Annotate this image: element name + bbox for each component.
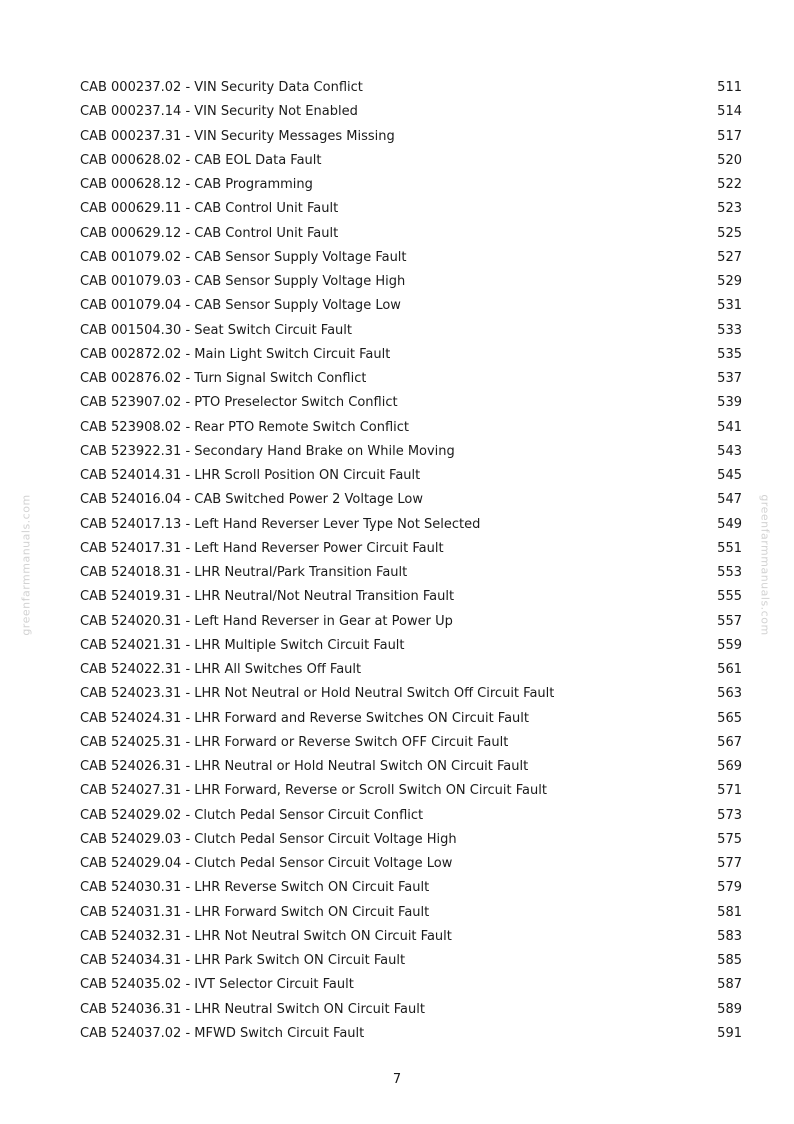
toc-entry[interactable]	[80, 464, 742, 488]
toc-entry[interactable]	[80, 294, 742, 318]
toc-entry-title: CAB 524020.31 - Left Hand Reverser in Gear at Power Up	[80, 613, 453, 629]
toc-entry[interactable]	[80, 488, 742, 512]
toc-entry-title: CAB 524029.03 - Clutch Pedal Sensor Circuit Voltage High	[80, 831, 457, 847]
table-of-contents	[80, 76, 742, 1046]
toc-entry-title: CAB 524017.31 - Left Hand Reverser Power Circuit Fault	[80, 540, 444, 556]
toc-entry[interactable]	[80, 222, 742, 246]
toc-entry-page: 577	[717, 856, 742, 872]
toc-entry-page: 535	[717, 346, 742, 362]
toc-entry-title: CAB 524024.31 - LHR Forward and Reverse Switches ON Circuit Fault	[80, 710, 529, 726]
toc-entry[interactable]	[80, 270, 742, 294]
toc-entry-page: 567	[717, 734, 742, 750]
toc-entry[interactable]	[80, 1022, 742, 1046]
toc-entry-page: 520	[717, 152, 742, 168]
toc-entry-title: CAB 524019.31 - LHR Neutral/Not Neutral Transition Fault	[80, 589, 455, 605]
toc-entry-title: CAB 000629.11 - CAB Control Unit Fault	[80, 201, 339, 217]
toc-entry-title: CAB 000237.02 - VIN Security Data Conflict	[80, 80, 363, 96]
toc-entry-page: 549	[717, 516, 742, 532]
toc-entry-title: CAB 001079.04 - CAB Sensor Supply Voltage Low	[80, 298, 401, 314]
toc-entry-title: CAB 524031.31 - LHR Forward Switch ON Circuit Fault	[80, 904, 430, 920]
toc-entry-page: 525	[717, 225, 742, 241]
toc-entry-page: 541	[717, 419, 742, 435]
toc-entry-page: 589	[717, 1001, 742, 1017]
toc-entry-title: CAB 523908.02 - Rear PTO Remote Switch Conflict	[80, 419, 410, 435]
toc-entry[interactable]	[80, 901, 742, 925]
toc-entry-page: 587	[717, 977, 742, 993]
toc-entry-title: CAB 000628.12 - CAB Programming	[80, 177, 313, 193]
toc-entry-page: 563	[717, 686, 742, 702]
toc-entry[interactable]	[80, 973, 742, 997]
toc-entry-page: 531	[717, 298, 742, 314]
toc-entry[interactable]	[80, 125, 742, 149]
toc-entry[interactable]	[80, 561, 742, 585]
toc-entry[interactable]	[80, 779, 742, 803]
toc-entry-title: CAB 524022.31 - LHR All Switches Off Fault	[80, 662, 362, 678]
toc-entry[interactable]	[80, 585, 742, 609]
toc-entry[interactable]	[80, 391, 742, 415]
watermark-right: greenfarmmanuals.com	[758, 494, 772, 636]
toc-entry[interactable]	[80, 949, 742, 973]
toc-entry-title: CAB 000237.14 - VIN Security Not Enabled	[80, 104, 358, 120]
toc-entry-page: 537	[717, 371, 742, 387]
toc-entry-page: 579	[717, 880, 742, 896]
toc-entry-title: CAB 524016.04 - CAB Switched Power 2 Voltage Low	[80, 492, 423, 508]
toc-entry-page: 522	[717, 177, 742, 193]
toc-entry-page: 575	[717, 831, 742, 847]
toc-entry-page: 583	[717, 928, 742, 944]
toc-entry-title: CAB 524029.04 - Clutch Pedal Sensor Circuit Voltage Low	[80, 856, 453, 872]
toc-entry-page: 553	[717, 565, 742, 581]
toc-entry[interactable]	[80, 173, 742, 197]
toc-entry-page: 533	[717, 322, 742, 338]
toc-entry-title: CAB 002872.02 - Main Light Switch Circuit Fault	[80, 346, 391, 362]
toc-entry-page: 511	[717, 80, 742, 96]
toc-entry-title: CAB 000628.02 - CAB EOL Data Fault	[80, 152, 322, 168]
toc-entry-title: CAB 524014.31 - LHR Scroll Position ON Circuit Fault	[80, 468, 421, 484]
toc-entry-page: 561	[717, 662, 742, 678]
toc-entry-page: 545	[717, 468, 742, 484]
toc-entry[interactable]	[80, 76, 742, 100]
toc-entry-title: CAB 524021.31 - LHR Multiple Switch Circuit Fault	[80, 637, 405, 653]
toc-entry[interactable]	[80, 149, 742, 173]
toc-entry[interactable]	[80, 246, 742, 270]
toc-entry-title: CAB 524018.31 - LHR Neutral/Park Transition Fault	[80, 565, 408, 581]
toc-entry[interactable]	[80, 852, 742, 876]
toc-entry[interactable]	[80, 610, 742, 634]
toc-entry-title: CAB 524030.31 - LHR Reverse Switch ON Circuit Fault	[80, 880, 430, 896]
toc-entry-title: CAB 000237.31 - VIN Security Messages Missing	[80, 128, 395, 144]
toc-entry-title: CAB 524025.31 - LHR Forward or Reverse Switch OFF Circuit Fault	[80, 734, 509, 750]
toc-entry[interactable]	[80, 367, 742, 391]
toc-entry-page: 555	[717, 589, 742, 605]
toc-entry[interactable]	[80, 828, 742, 852]
toc-entry[interactable]	[80, 634, 742, 658]
toc-entry-title: CAB 524036.31 - LHR Neutral Switch ON Circuit Fault	[80, 1001, 425, 1017]
toc-entry[interactable]	[80, 197, 742, 221]
toc-entry-page: 585	[717, 953, 742, 969]
toc-entry-page: 529	[717, 274, 742, 290]
toc-entry-page: 527	[717, 249, 742, 265]
toc-entry[interactable]	[80, 537, 742, 561]
toc-entry[interactable]	[80, 755, 742, 779]
toc-entry-page: 571	[717, 783, 742, 799]
toc-entry[interactable]	[80, 440, 742, 464]
toc-entry-title: CAB 001079.03 - CAB Sensor Supply Voltage High	[80, 274, 406, 290]
toc-entry[interactable]	[80, 925, 742, 949]
toc-entry-title: CAB 524037.02 - MFWD Switch Circuit Fault	[80, 1025, 365, 1041]
toc-entry-page: 543	[717, 443, 742, 459]
toc-entry[interactable]	[80, 876, 742, 900]
toc-entry-title: CAB 524027.31 - LHR Forward, Reverse or Scroll Switch ON Circuit Fault	[80, 783, 547, 799]
toc-entry[interactable]	[80, 658, 742, 682]
toc-entry-title: CAB 523907.02 - PTO Preselector Switch Conflict	[80, 395, 398, 411]
toc-entry-page: 569	[717, 759, 742, 775]
toc-entry-title: CAB 524035.02 - IVT Selector Circuit Fault	[80, 977, 354, 993]
toc-entry-page: 581	[717, 904, 742, 920]
watermark-left: greenfarmmanuals.com	[19, 494, 33, 636]
toc-entry-title: CAB 001504.30 - Seat Switch Circuit Fault	[80, 322, 353, 338]
toc-entry[interactable]	[80, 416, 742, 440]
toc-entry[interactable]	[80, 100, 742, 124]
toc-entry[interactable]	[80, 804, 742, 828]
toc-entry-title: CAB 001079.02 - CAB Sensor Supply Voltage Fault	[80, 249, 407, 265]
toc-entry-title: CAB 524032.31 - LHR Not Neutral Switch ON Circuit Fault	[80, 928, 452, 944]
toc-entry[interactable]	[80, 343, 742, 367]
toc-entry-title: CAB 524034.31 - LHR Park Switch ON Circuit Fault	[80, 953, 406, 969]
toc-entry-title: CAB 523922.31 - Secondary Hand Brake on While Moving	[80, 443, 455, 459]
toc-entry-page: 547	[717, 492, 742, 508]
toc-entry[interactable]	[80, 998, 742, 1022]
toc-entry[interactable]	[80, 707, 742, 731]
page-number: 7	[392, 1072, 402, 1087]
toc-entry-title: CAB 524026.31 - LHR Neutral or Hold Neutral Switch ON Circuit Fault	[80, 759, 529, 775]
toc-entry-page: 539	[717, 395, 742, 411]
toc-entry[interactable]	[80, 319, 742, 343]
toc-entry-page: 573	[717, 807, 742, 823]
toc-entry-title: CAB 000629.12 - CAB Control Unit Fault	[80, 225, 339, 241]
toc-entry-page: 517	[717, 128, 742, 144]
toc-entry-page: 551	[717, 540, 742, 556]
toc-entry[interactable]	[80, 731, 742, 755]
toc-entry-page: 557	[717, 613, 742, 629]
toc-entry-title: CAB 002876.02 - Turn Signal Switch Conflict	[80, 371, 367, 387]
toc-entry-title: CAB 524017.13 - Left Hand Reverser Lever Type Not Selected	[80, 516, 481, 532]
toc-entry-page: 591	[717, 1025, 742, 1041]
toc-entry-page: 514	[717, 104, 742, 120]
toc-entry-page: 559	[717, 637, 742, 653]
toc-entry[interactable]	[80, 682, 742, 706]
toc-entry[interactable]	[80, 513, 742, 537]
toc-entry-page: 523	[717, 201, 742, 217]
toc-entry-page: 565	[717, 710, 742, 726]
toc-entry-title: CAB 524023.31 - LHR Not Neutral or Hold Neutral Switch Off Circuit Fault	[80, 686, 555, 702]
toc-entry-title: CAB 524029.02 - Clutch Pedal Sensor Circuit Conflict	[80, 807, 424, 823]
